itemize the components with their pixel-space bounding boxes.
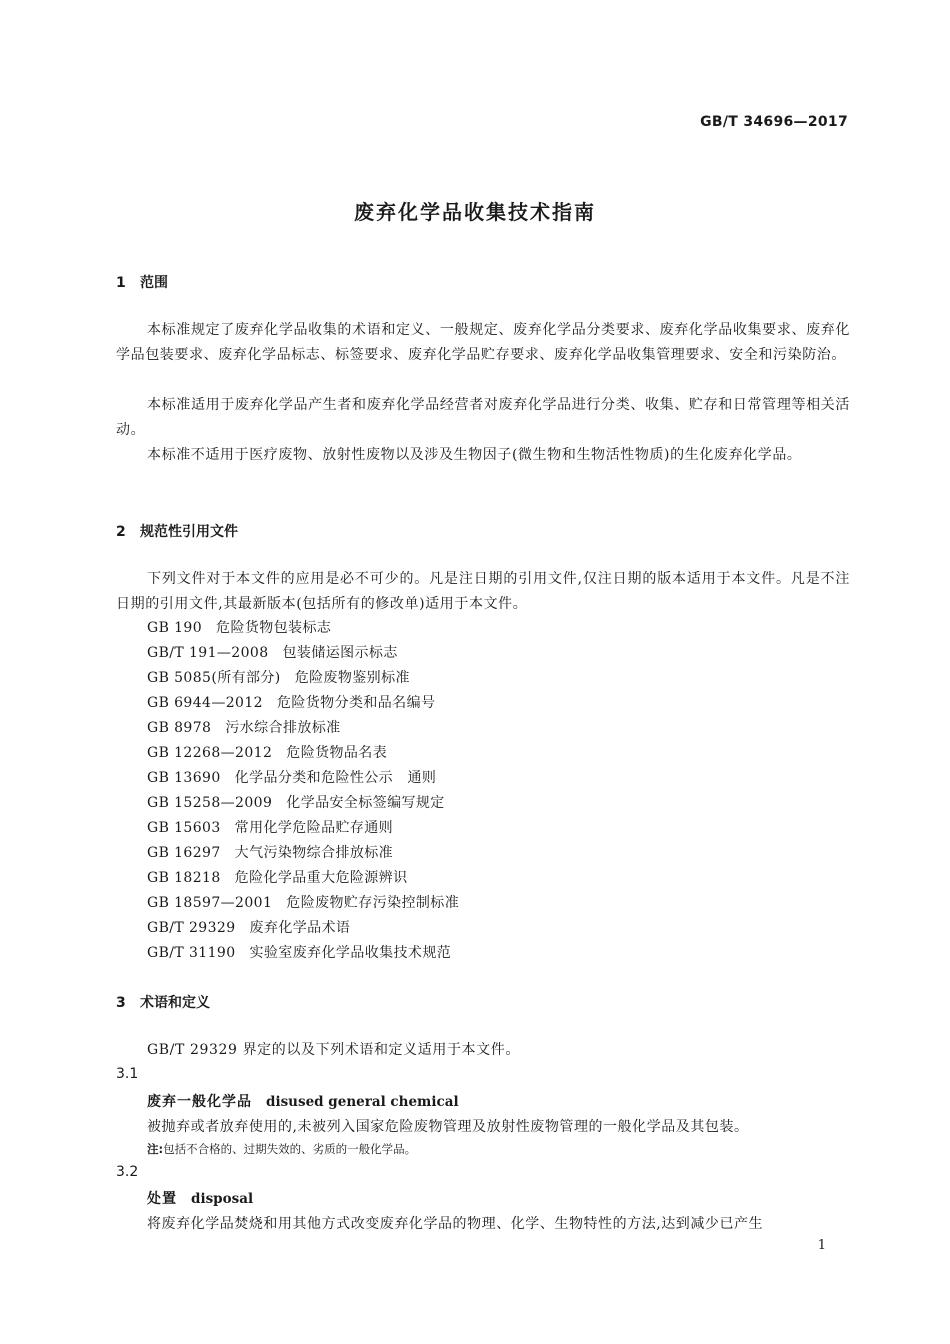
reference-item	[147, 617, 331, 637]
reference-code: GB 18597—2001	[147, 895, 273, 911]
reference-item	[147, 917, 350, 937]
reference-title: 化学品分类和危险性公示 通则	[234, 770, 437, 786]
term-number: 3.2	[116, 1164, 139, 1180]
reference-item	[147, 867, 407, 887]
reference-title: 危险货物包装标志	[216, 620, 332, 636]
reference-title: 化学品安全标签编写规定	[286, 795, 445, 811]
term-zh: 废弃一般化学品	[147, 1094, 252, 1110]
reference-item	[147, 942, 451, 962]
reference-title: 废弃化学品术语	[249, 920, 351, 936]
reference-item	[147, 792, 445, 812]
note-text: 包括不合格的、过期失效的、劣质的一般化学品。	[163, 1142, 417, 1156]
reference-title: 大气污染物综合排放标准	[234, 845, 394, 861]
section-1-paragraph-2: 本标准适用于废弃化学品产生者和废弃化学品经营者对废弃化学品进行分类、收集、贮存和日常管理等相关活动。	[116, 397, 850, 438]
reference-title: 危险废物贮存污染控制标准	[286, 895, 460, 911]
term-heading	[147, 1188, 253, 1208]
reference-item	[147, 817, 393, 837]
reference-title: 危险废物鉴别标准	[294, 670, 410, 686]
term-heading	[147, 1091, 459, 1111]
term-zh: 处置	[147, 1191, 177, 1207]
note-label: 注:	[147, 1142, 164, 1156]
section-3-heading	[116, 992, 210, 1012]
reference-item	[147, 742, 387, 762]
section-1-paragraph-3: 本标准不适用于医疗废物、放射性废物以及涉及生物因子(微生物和生物活性物质)的生化废弃化学品。	[147, 447, 802, 463]
reference-item	[147, 667, 410, 687]
reference-code: GB/T 31190	[147, 945, 236, 961]
term-en: disused general chemical	[266, 1094, 459, 1110]
section-2-intro: 下列文件对于本文件的应用是必不可少的。凡是注日期的引用文件,仅注日期的版本适用于本文件。凡是不注日期的引用文件,其最新版本(包括所有的修改单)适用于本文件。	[116, 571, 850, 612]
reference-item	[147, 842, 393, 862]
section-2-title: 规范性引用文件	[140, 524, 238, 540]
term-definition: 将废弃化学品焚烧和用其他方式改变废弃化学品的物理、化学、生物特性的方法,达到减少已产生	[147, 1216, 764, 1232]
reference-item	[147, 717, 341, 737]
standard-code: GB/T 34696—2017	[700, 114, 848, 130]
reference-code: GB 16297	[147, 845, 221, 861]
section-1-title: 范围	[140, 275, 168, 291]
section-3-title: 术语和定义	[140, 995, 210, 1011]
reference-title: 常用化学危险品贮存通则	[234, 820, 394, 836]
reference-code: GB 190	[147, 620, 203, 636]
reference-title: 实验室废弃化学品收集技术规范	[249, 945, 452, 961]
reference-code: GB 15603	[147, 820, 221, 836]
term-definition: 被抛弃或者放弃使用的,未被列入国家危险废物管理及放射性废物管理的一般化学品及其包装。	[147, 1119, 749, 1135]
section-2-number: 2	[116, 524, 126, 540]
reference-title: 污水综合排放标准	[225, 720, 341, 736]
document-title: 废弃化学品收集技术指南	[354, 200, 596, 224]
section-1-paragraph-1: 本标准规定了废弃化学品收集的术语和定义、一般规定、废弃化学品分类要求、废弃化学品收集要求、废弃化学品包装要求、废弃化学品标志、标签要求、废弃化学品贮存要求、废弃化学品收集管理要求、安全和污染防治。	[116, 322, 850, 363]
reference-code: GB 13690	[147, 770, 221, 786]
term-number: 3.1	[116, 1066, 139, 1082]
page-number: 1	[817, 1238, 826, 1253]
section-3-number: 3	[116, 995, 126, 1011]
reference-item	[147, 892, 459, 912]
reference-code: GB 18218	[147, 870, 221, 886]
section-3-intro: GB/T 29329 界定的以及下列术语和定义适用于本文件。	[147, 1042, 520, 1058]
reference-title: 危险货物品名表	[286, 745, 388, 761]
reference-title: 危险货物分类和品名编号	[276, 695, 436, 711]
reference-title: 危险化学品重大危险源辨识	[234, 870, 408, 886]
reference-code: GB 6944—2012	[147, 695, 263, 711]
reference-code: GB 5085(所有部分)	[147, 670, 281, 686]
reference-code: GB 8978	[147, 720, 212, 736]
section-2-heading	[116, 521, 238, 541]
reference-code: GB 15258—2009	[147, 795, 273, 811]
reference-code: GB/T 191—2008	[147, 645, 269, 661]
reference-title: 包装储运图示标志	[282, 645, 398, 661]
section-1-heading	[116, 272, 168, 292]
term-en: disposal	[191, 1191, 254, 1207]
reference-code: GB 12268—2012	[147, 745, 273, 761]
reference-item	[147, 642, 398, 662]
term-note	[147, 1141, 416, 1157]
reference-code: GB/T 29329	[147, 920, 236, 936]
reference-item	[147, 767, 436, 787]
section-1-number: 1	[116, 275, 126, 291]
reference-item	[147, 692, 435, 712]
